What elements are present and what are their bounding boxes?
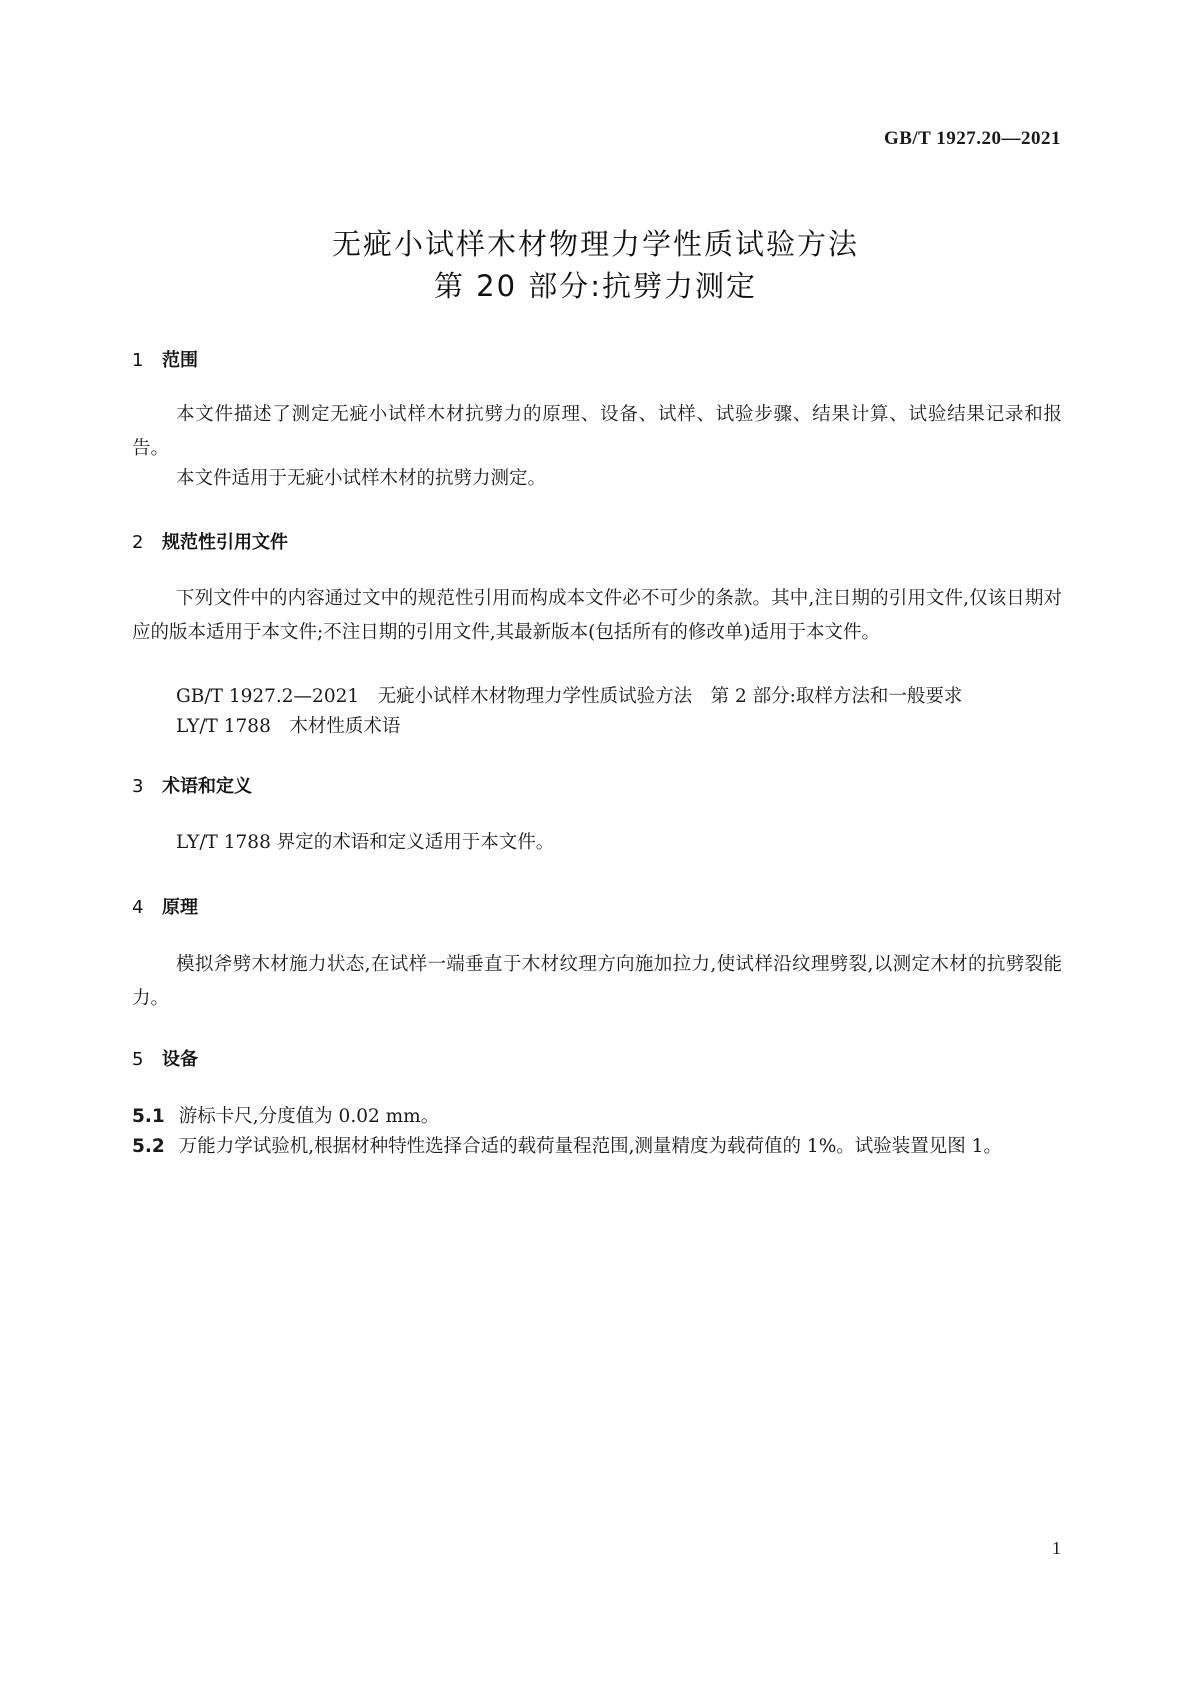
section-3-paragraph-1: LY/T 1788 界定的术语和定义适用于本文件。	[176, 832, 555, 853]
section-number: 1	[132, 350, 144, 371]
section-number: 2	[132, 532, 144, 553]
section-title: 原理	[162, 897, 198, 918]
section-number: 5	[132, 1049, 144, 1070]
section-1-heading	[132, 346, 198, 372]
clause-number: 5.1	[132, 1106, 165, 1127]
section-1-paragraph-2: 本文件适用于无疵小试样木材的抗劈力测定。	[176, 468, 547, 489]
normative-reference-2: LY/T 1788 木材性质术语	[176, 716, 401, 737]
section-title: 范围	[162, 350, 198, 371]
section-title: 术语和定义	[162, 776, 252, 797]
standard-number: GB/T 1927.20—2021	[883, 128, 1061, 149]
section-title: 规范性引用文件	[162, 532, 288, 553]
section-title: 设备	[162, 1049, 198, 1070]
section-1-paragraph-1: 本文件描述了测定无疵小试样木材抗劈力的原理、设备、试样、试验步骤、结果计算、试验结果记录和报告。	[132, 404, 1062, 459]
section-4-paragraph-1: 模拟斧劈木材施力状态,在试样一端垂直于木材纹理方向施加拉力,使试样沿纹理劈裂,以测定木材的抗劈裂能力。	[132, 954, 1062, 1009]
clause-5-1	[132, 1100, 1062, 1134]
section-number: 4	[132, 897, 144, 918]
page-number: 1	[1052, 1538, 1061, 1558]
document-title-line1: 无疵小试样木材物理力学性质试验方法	[331, 227, 859, 261]
section-number: 3	[132, 776, 144, 797]
section-4-heading	[132, 893, 198, 919]
clause-text: 游标卡尺,分度值为 0.02 mm。	[178, 1106, 440, 1127]
section-2-heading	[132, 528, 288, 554]
normative-reference-1: GB/T 1927.2—2021 无疵小试样木材物理力学性质试验方法 第 2 部分:取样方法和一般要求	[176, 686, 963, 707]
document-title-line2: 第 20 部分:抗劈力测定	[433, 269, 758, 303]
clause-5-2	[132, 1130, 1062, 1164]
section-5-heading	[132, 1045, 198, 1071]
clause-text: 万能力学试验机,根据材种特性选择合适的载荷量程范围,测量精度为载荷值的 1%。试验装置见图 1。	[178, 1136, 1002, 1157]
section-3-heading	[132, 772, 252, 798]
section-2-paragraph-1: 下列文件中的内容通过文中的规范性引用而构成本文件必不可少的条款。其中,注日期的引用文件,仅该日期对应的版本适用于本文件;不注日期的引用文件,其最新版本(包括所有的修改单)适用于本文件。	[132, 588, 1062, 643]
clause-number: 5.2	[132, 1136, 165, 1157]
